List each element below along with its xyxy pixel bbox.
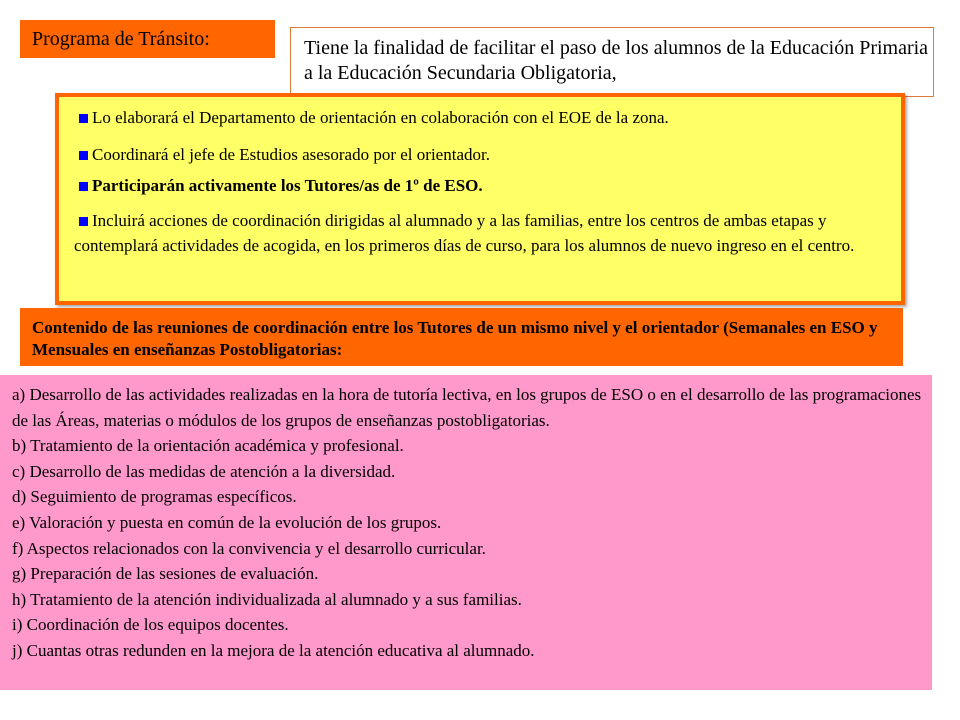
square-bullet-icon	[79, 217, 88, 226]
content-item-a: a) Desarrollo de las actividades realizadas en la hora de tutoría lectiva, en los grupos de ESO o en el desarrollo de las programaciones de las Áreas, materias o módulos de los grupos de enseñanzas postobligatorias.	[12, 385, 922, 430]
content-item-j: j) Cuantas otras redunden en la mejora de la atención educativa al alumnado.	[12, 640, 535, 660]
meeting-heading-box	[20, 308, 903, 366]
content-item-b: b) Tratamiento de la orientación académica y profesional.	[12, 436, 404, 456]
bullet-item: Participarán activamente los Tutores/as de 1º de ESO.	[79, 175, 901, 197]
content-item-g: g) Preparación de las sesiones de evaluación.	[12, 564, 319, 584]
purpose-box	[290, 27, 934, 97]
program-title-box	[20, 20, 275, 58]
purpose-text: Tiene la finalidad de facilitar el paso de los alumnos de la Educación Primaria a la Educación Secundaria Obligatoria,	[304, 37, 929, 84]
content-item-d: d) Seguimiento de programas específicos.	[12, 487, 297, 507]
square-bullet-icon	[79, 151, 88, 160]
content-item-c: c) Desarrollo de las medidas de atención a la diversidad.	[12, 461, 396, 481]
bullet-item: Incluirá acciones de coordinación dirigidas al alumnado y a las familias, entre los centros de ambas etapas y contemplará actividades de acogida, en los primeros días de curso, para los alumnos de nuevo ingreso en el centro.	[74, 211, 855, 255]
program-title: Programa de Tránsito:	[32, 28, 210, 50]
square-bullet-icon	[79, 182, 88, 191]
bullet-item: Coordinará el jefe de Estudios asesorado por el orientador.	[79, 144, 901, 166]
content-item-e: e) Valoración y puesta en común de la evolución de los grupos.	[12, 512, 442, 532]
program-bullets-box	[55, 93, 905, 305]
bullet-item: Lo elaborará el Departamento de orientación en colaboración con el EOE de la zona.	[79, 107, 901, 129]
content-item-f: f) Aspectos relacionados con la convivencia y el desarrollo curricular.	[12, 538, 486, 558]
content-item-h: h) Tratamiento de la atención individualizada al alumnado y a sus familias.	[12, 589, 522, 609]
meeting-contents-box	[0, 375, 932, 690]
meeting-heading: Contenido de las reuniones de coordinación entre los Tutores de un mismo nivel y el orientador (Semanales en ESO y Mensuales en enseñanzas Postobligatorias:	[32, 318, 878, 359]
square-bullet-icon	[79, 114, 88, 123]
content-item-i: i) Coordinación de los equipos docentes.	[12, 615, 289, 635]
